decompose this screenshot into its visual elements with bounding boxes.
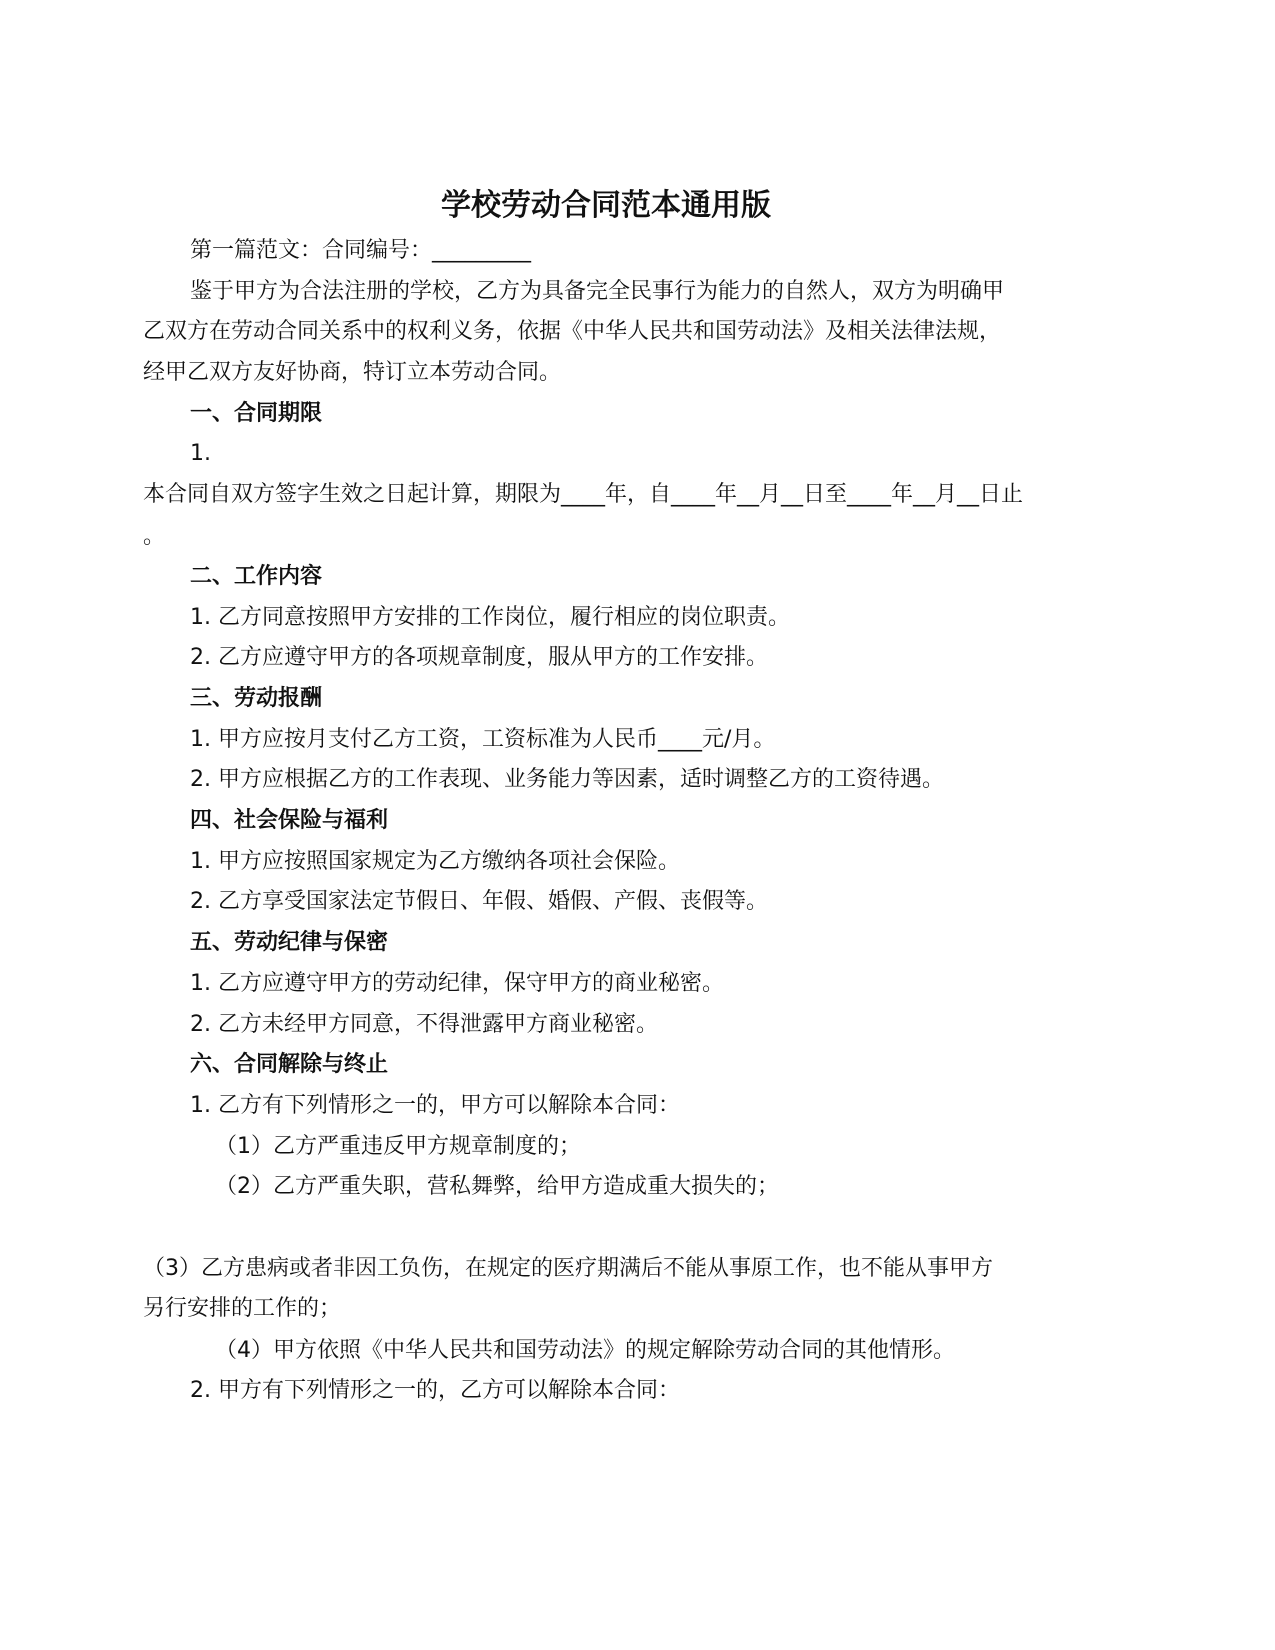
paragraph-line: （1）乙方严重违反甲方规章制度的；: [215, 1134, 581, 1159]
section-heading: 五、劳动纪律与保密: [190, 930, 389, 955]
section-heading: 四、社会保险与福利: [190, 808, 389, 833]
paragraph-line: 1. 乙方同意按照甲方安排的工作岗位，履行相应的岗位职责。: [190, 605, 790, 630]
paragraph-line: （3）乙方患病或者非因工负伤，在规定的医疗期满后不能从事原工作，也不能从事甲方: [143, 1256, 993, 1281]
paragraph-line: 2. 甲方有下列情形之一的，乙方可以解除本合同：: [190, 1378, 680, 1403]
paragraph-line: 2. 乙方应遵守甲方的各项规章制度，服从甲方的工作安排。: [190, 645, 768, 670]
paragraph-line: 另行安排的工作的；: [143, 1296, 342, 1321]
paragraph-line: 鉴于甲方为合法注册的学校，乙方为具备完全民事行为能力的自然人，双方为明确甲: [190, 279, 1005, 304]
section-heading: 二、工作内容: [190, 564, 323, 589]
paragraph-line: 第一篇范文：合同编号：_________: [190, 238, 532, 263]
paragraph-line: 经甲乙双方友好协商，特订立本劳动合同。: [143, 360, 562, 385]
section-heading: 一、合同期限: [190, 401, 323, 426]
paragraph-line: 。: [143, 524, 166, 549]
paragraph-line: 2. 乙方享受国家法定节假日、年假、婚假、产假、丧假等。: [190, 889, 768, 914]
section-heading: 六、合同解除与终止: [190, 1052, 389, 1077]
paragraph-line: 2. 甲方应根据乙方的工作表现、业务能力等因素，适时调整乙方的工资待遇。: [190, 767, 944, 792]
paragraph-line: 本合同自双方签字生效之日起计算，期限为____年，自____年__月__日至____年__月__日止: [143, 482, 1024, 507]
paragraph-line: （4）甲方依照《中华人民共和国劳动法》的规定解除劳动合同的其他情形。: [215, 1338, 955, 1363]
paragraph-line: 1. 乙方有下列情形之一的，甲方可以解除本合同：: [190, 1093, 680, 1118]
document-title: 学校劳动合同范本通用版: [441, 188, 771, 223]
paragraph-line: （2）乙方严重失职，营私舞弊，给甲方造成重大损失的；: [215, 1174, 779, 1199]
paragraph-line: 1. 乙方应遵守甲方的劳动纪律，保守甲方的商业秘密。: [190, 971, 724, 996]
paragraph-line: 乙双方在劳动合同关系中的权利义务，依据《中华人民共和国劳动法》及相关法律法规，: [143, 319, 1002, 344]
section-heading: 三、劳动报酬: [190, 686, 323, 711]
paragraph-line: 1. 甲方应按月支付乙方工资，工资标准为人民币____元/月。: [190, 727, 776, 752]
paragraph-line: 1.: [190, 441, 211, 466]
paragraph-line: 2. 乙方未经甲方同意，不得泄露甲方商业秘密。: [190, 1012, 658, 1037]
paragraph-line: 1. 甲方应按照国家规定为乙方缴纳各项社会保险。: [190, 849, 680, 874]
